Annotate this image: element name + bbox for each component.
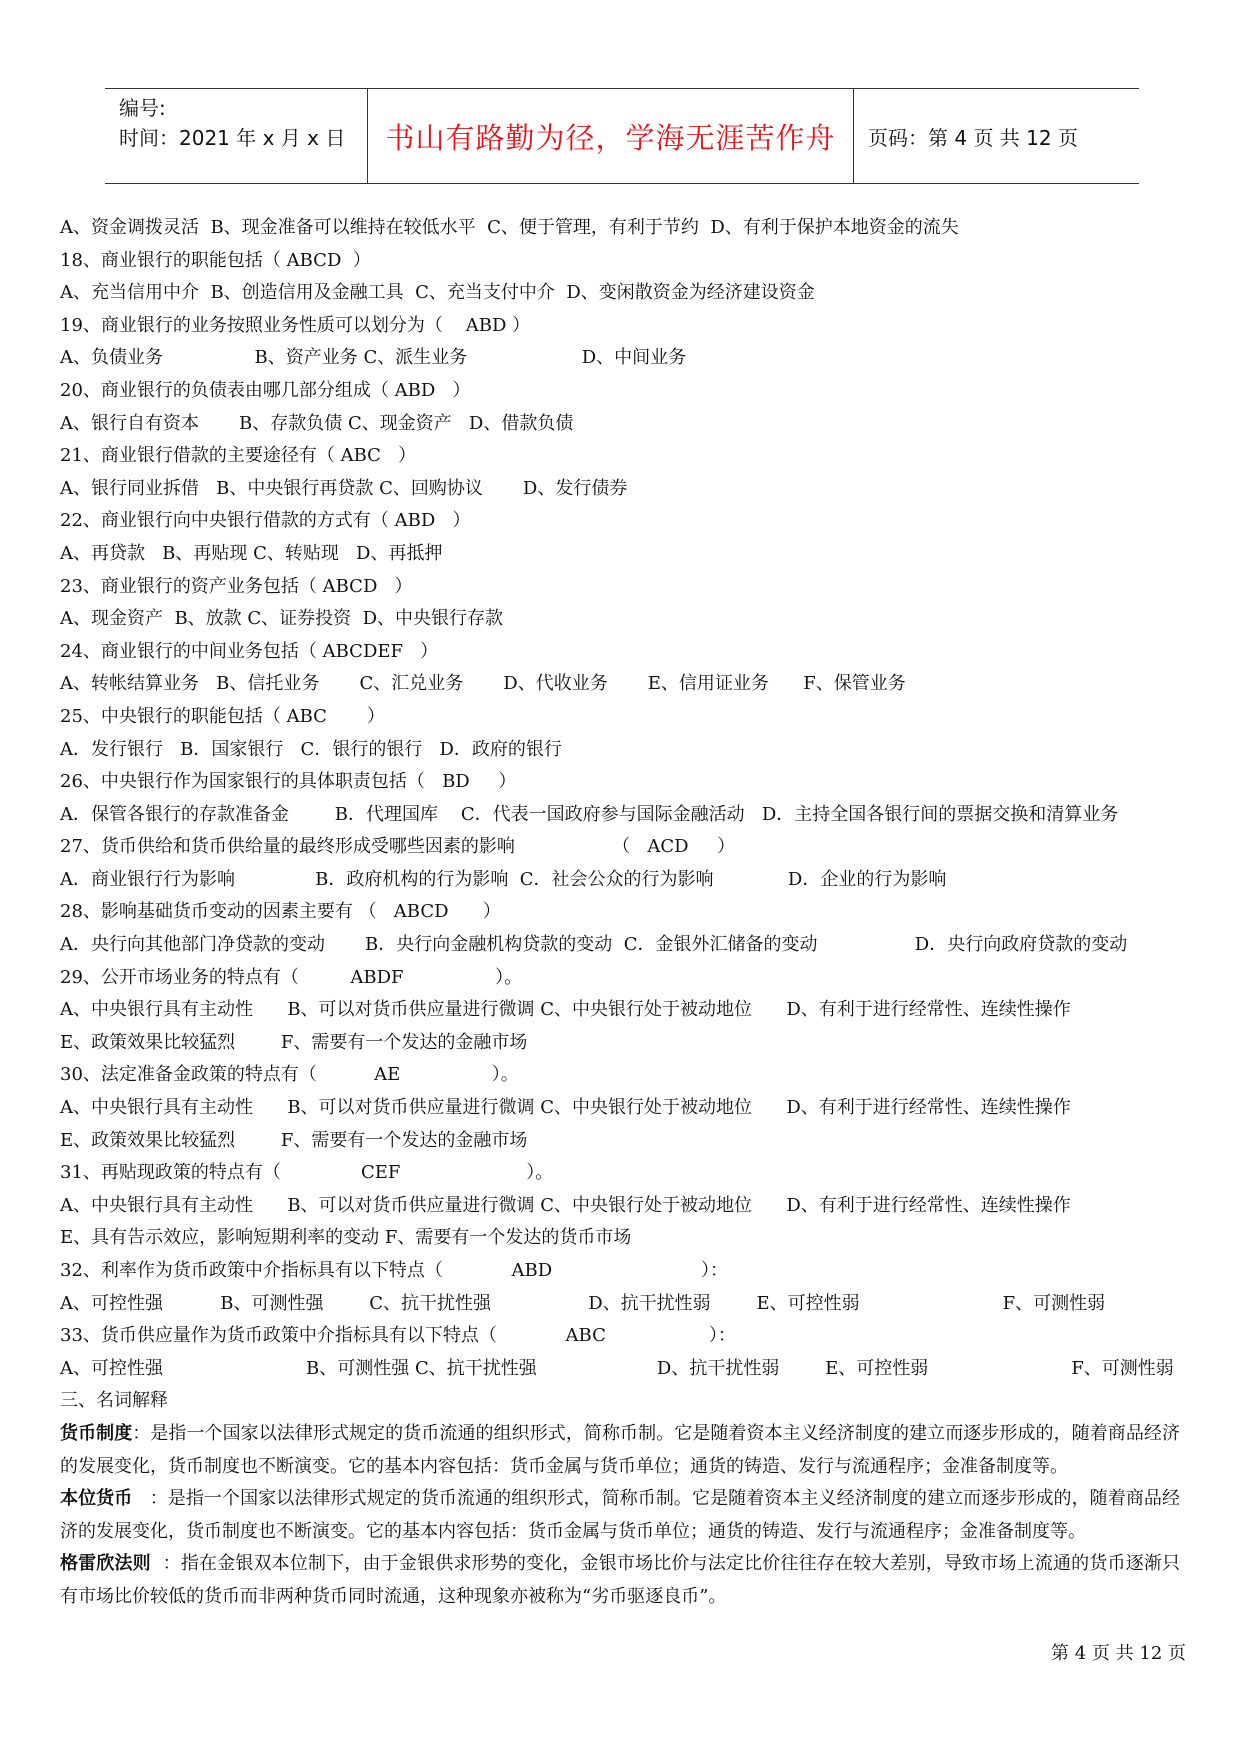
text-line: 三、名词解释 xyxy=(60,1390,168,1412)
text-line: 27、货币供给和货币供给量的最终形成受哪些因素的影响 （ ACD ） xyxy=(60,836,736,858)
text-line: A、负债业务 B、资产业务 C、派生业务 D、中间业务 xyxy=(60,347,687,369)
text-line: A、中央银行具有主动性 B、可以对货币供应量进行微调 C、中央银行处于被动地位 D、有利于进行经常性、连续性操作 xyxy=(60,999,1071,1021)
text-line: A．商业银行行为影响 B．政府机构的行为影响 C．社会公众的行为影响 D．企业的行为影响 xyxy=(60,868,947,890)
definition-paragraph xyxy=(60,1418,1180,1483)
header-motto: 书山有路勤为径，学海无涯苦作舟 xyxy=(368,89,854,183)
definition-paragraph xyxy=(60,1548,1180,1613)
definition-term: 本位货币 xyxy=(60,1488,133,1510)
text-line: 23、商业银行的资产业务包括（ ABCD ） xyxy=(60,575,413,597)
text-line: A、转帐结算业务 B、信托业务 C、汇兑业务 D、代收业务 E、信用证业务 F、保管业务 xyxy=(60,673,906,695)
text-line: A、资金调拨灵活 B、现金准备可以维持在较低水平 C、便于管理，有利于节约 D、有利于保护本地资金的流失 xyxy=(60,217,959,238)
definition-text: ：是指一个国家以法律形式规定的货币流通的组织形式，简称币制。它是随着资本主义经济制度的建立而逐步形成的，随着商品经济的发展变化，货币制度也不断演变。它的基本内容包括：货币金属与货币单位；通货的铸造、发行与流通程序；金准备制度等。 xyxy=(60,1488,1180,1542)
text-line: A．保管各银行的存款准备金 B．代理国库 C．代表一国政府参与国际金融活动 D．主持全国各银行间的票据交换和清算业务 xyxy=(60,803,1119,825)
question-lines xyxy=(60,212,1180,1418)
text-line: A．央行向其他部门净贷款的变动 B．央行向金融机构贷款的变动 C．金银外汇储备的变动 D．央行向政府贷款的变动 xyxy=(60,934,1128,956)
text-line: 32、利率作为货币政策中介指标具有以下特点（ ABD ）： xyxy=(60,1260,728,1281)
header-page-label: 页码：第 4 页 共 12 页 xyxy=(868,125,1078,150)
text-line: A、可控性强 B、可测性强 C、抗干扰性强 D、抗干扰性弱 E、可控性弱 F、可测性弱 xyxy=(60,1292,1106,1314)
text-line: E、政策效果比较猛烈 F、需要有一个发达的金融市场 xyxy=(60,1031,528,1053)
text-line: A、再贷款 B、再贴现 C、转贴现 D、再抵押 xyxy=(60,542,443,564)
text-line: 26、中央银行作为国家银行的具体职责包括（ BD ） xyxy=(60,771,517,793)
text-line: 25、中央银行的职能包括（ ABC ） xyxy=(60,705,386,727)
text-line: 33、货币供应量作为货币政策中介指标具有以下特点（ ABC ）： xyxy=(60,1325,736,1347)
header-info xyxy=(105,89,368,183)
text-line: A、现金资产 B、放款 C、证券投资 D、中央银行存款 xyxy=(60,608,504,630)
text-line: 29、公开市场业务的特点有（ ABDF ）。 xyxy=(60,966,523,988)
document-body xyxy=(60,212,1180,1614)
text-line: A、银行同业拆借 B、中央银行再贷款 C、回购协议 D、发行债券 xyxy=(60,477,628,499)
text-line: A、中央银行具有主动性 B、可以对货币供应量进行微调 C、中央银行处于被动地位 D、有利于进行经常性、连续性操作 xyxy=(60,1194,1071,1216)
definition-term: 格雷欣法则 xyxy=(60,1553,151,1575)
text-line: 30、法定准备金政策的特点有（ AE ）。 xyxy=(60,1064,519,1086)
text-line: 28、影响基础货币变动的因素主要有 （ ABCD ） xyxy=(60,901,501,923)
text-line: E、政策效果比较猛烈 F、需要有一个发达的金融市场 xyxy=(60,1129,528,1151)
text-line: A、银行自有资本 B、存款负债 C、现金资产 D、借款负债 xyxy=(60,412,574,434)
page-footer: 第 4 页 共 12 页 xyxy=(1051,1643,1186,1664)
definition-text: ：指在金银双本位制下，由于金银供求形势的变化，金银市场比价与法定比价往往存在较大差别，导致市场上流通的货币逐渐只有市场比价较低的货币而非两种货币同时流通，这种现象亦被称为“劣币驱逐良币”。 xyxy=(60,1553,1181,1607)
text-line: 31、再贴现政策的特点有（ CEF ）。 xyxy=(60,1162,554,1184)
definition-term: 货币制度 xyxy=(60,1422,133,1444)
text-line: A．发行银行 B．国家银行 C．银行的银行 D．政府的银行 xyxy=(60,738,562,760)
time-label: 时间：2021 年 x 月 x 日 xyxy=(119,126,346,150)
text-line: A、可控性强 B、可测性强 C、抗干扰性强 D、抗干扰性弱 E、可控性弱 F、可测性弱 xyxy=(60,1357,1174,1379)
text-line: 19、商业银行的业务按照业务性质可以划分为（ ABD ） xyxy=(60,314,531,336)
text-line: A、中央银行具有主动性 B、可以对货币供应量进行微调 C、中央银行处于被动地位 D、有利于进行经常性、连续性操作 xyxy=(60,1097,1071,1119)
definition-text: ：是指一个国家以法律形式规定的货币流通的组织形式，简称币制。它是随着资本主义经济制度的建立而逐步形成的，随着商品经济的发展变化，货币制度也不断演变。它的基本内容包括：货币金属与货币单位；通货的铸造、发行与流通程序；金准备制度等。 xyxy=(60,1422,1180,1477)
text-line: 21、商业银行借款的主要途径有（ ABC ） xyxy=(60,445,417,467)
text-line: A、充当信用中介 B、创造信用及金融工具 C、充当支付中介 D、变闲散资金为经济建设资金 xyxy=(60,282,815,304)
text-line: E、具有告示效应，影响短期利率的变动 F、需要有一个发达的货币市场 xyxy=(60,1227,632,1249)
number-label: 编号: xyxy=(119,96,166,120)
text-line: 22、商业银行向中央银行借款的方式有（ ABD ） xyxy=(60,510,471,532)
page-header xyxy=(105,88,1139,184)
text-line: 24、商业银行的中间业务包括（ ABCDEF ） xyxy=(60,640,439,662)
definitions xyxy=(60,1418,1180,1614)
definition-paragraph xyxy=(60,1483,1180,1548)
text-line: 20、商业银行的负债表由哪几部分组成（ ABD ） xyxy=(60,379,471,401)
text-line: 18、商业银行的职能包括（ ABCD ） xyxy=(60,249,371,271)
